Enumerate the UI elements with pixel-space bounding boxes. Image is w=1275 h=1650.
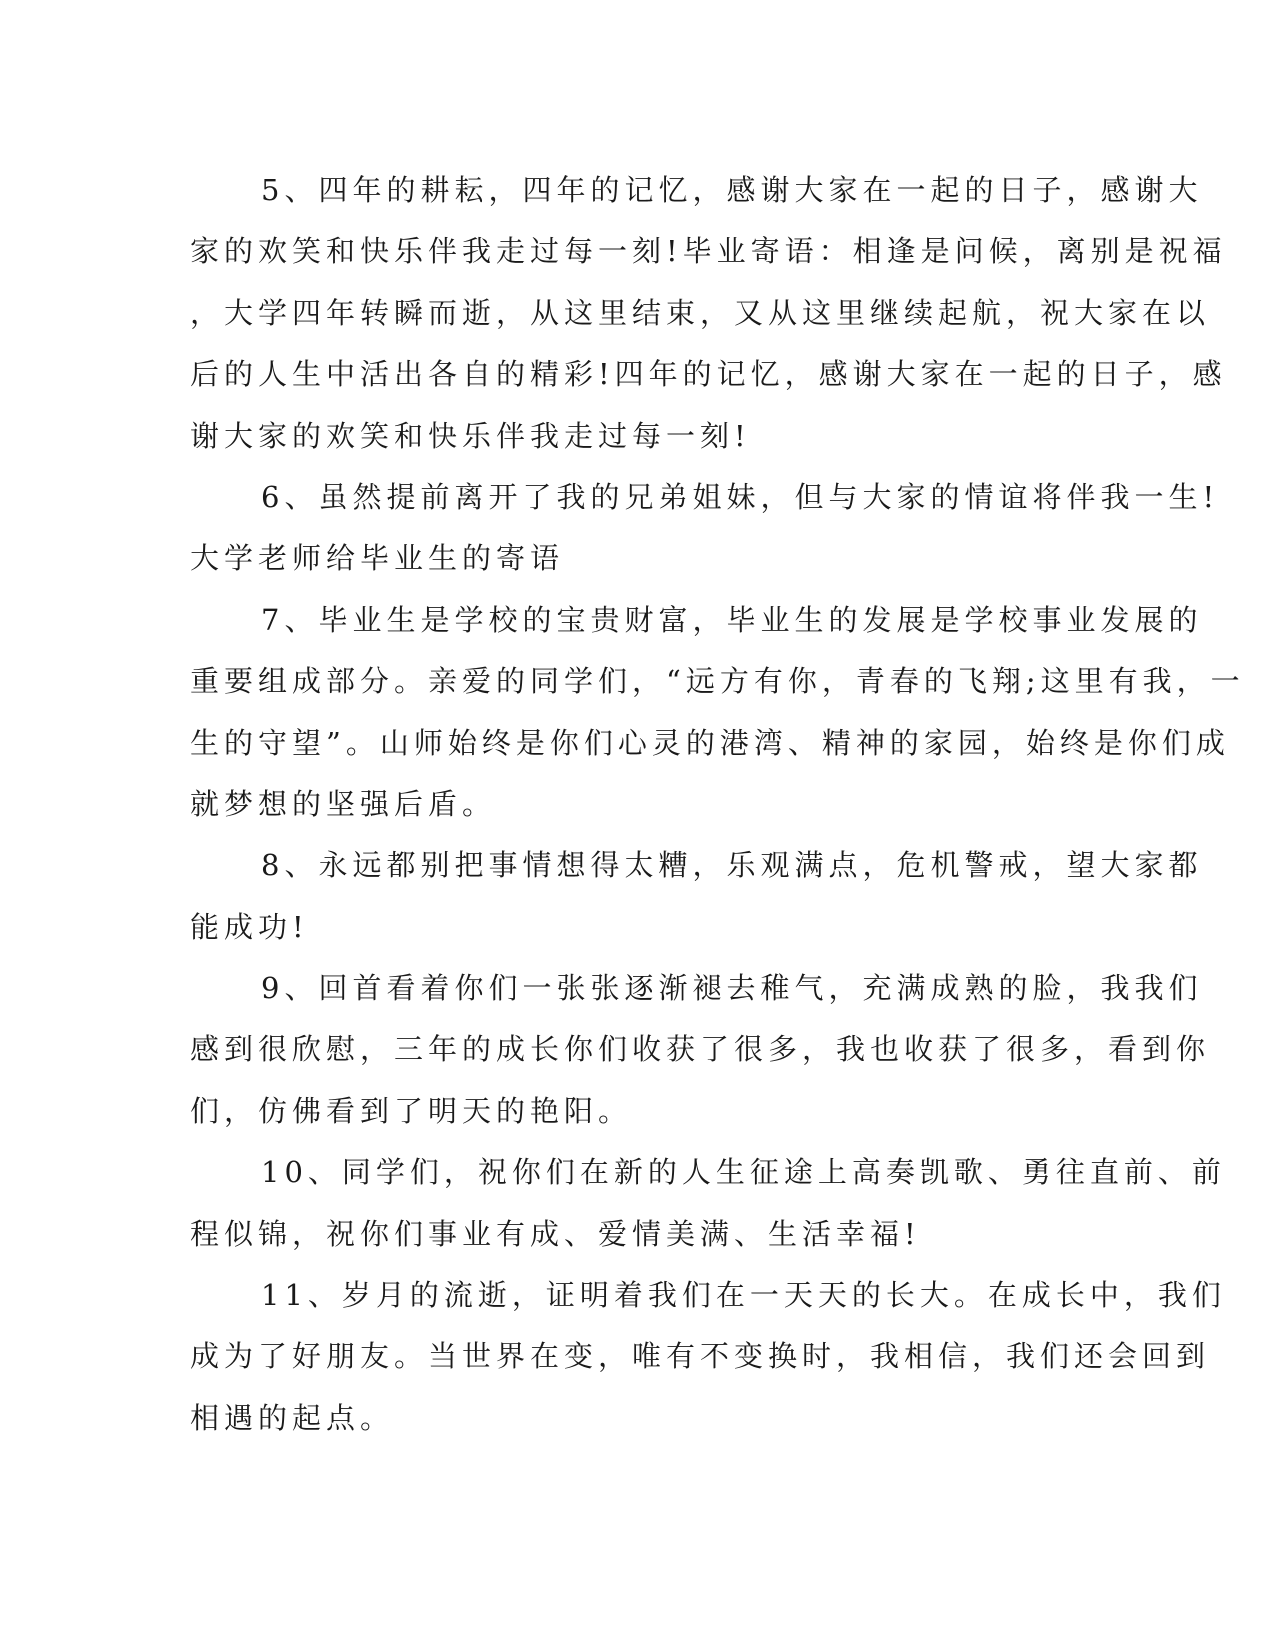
paragraph-10-line-1: 10、同学们，祝你们在新的人生征途上高奏凯歌、勇往直前、前 bbox=[261, 1155, 1226, 1190]
section-heading: 大学老师给毕业生的寄语 bbox=[190, 541, 565, 576]
paragraph-7-line-1: 7、毕业生是学校的宝贵财富，毕业生的发展是学校事业发展的 bbox=[261, 602, 1203, 637]
paragraph-9-line-2: 感到很欣慰，三年的成长你们收获了很多，我也收获了很多，看到你 bbox=[190, 1032, 1211, 1067]
paragraph-5-line-4: 后的人生中活出各自的精彩!四年的记忆，感谢大家在一起的日子，感 bbox=[190, 357, 1227, 392]
paragraph-11-line-3: 相遇的起点。 bbox=[190, 1400, 395, 1435]
paragraph-8-line-2: 能成功! bbox=[190, 909, 309, 944]
paragraph-6-line-1: 6、虽然提前离开了我的兄弟姐妹，但与大家的情谊将伴我一生! bbox=[261, 479, 1220, 514]
paragraph-9-line-1: 9、回首看着你们一张张逐渐褪去稚气，充满成熟的脸，我我们 bbox=[261, 971, 1203, 1006]
paragraph-8-line-1: 8、永远都别把事情想得太糟，乐观满点，危机警戒，望大家都 bbox=[261, 848, 1203, 883]
paragraph-5-line-3: ，大学四年转瞬而逝，从这里结束，又从这里继续起航，祝大家在以 bbox=[190, 295, 1211, 330]
paragraph-11-line-1: 11、岁月的流逝，证明着我们在一天天的长大。在成长中，我们 bbox=[261, 1278, 1226, 1313]
paragraph-9-line-3: 们，仿佛看到了明天的艳阳。 bbox=[190, 1093, 633, 1128]
paragraph-7-line-2: 重要组成部分。亲爱的同学们，“远方有你，青春的飞翔;这里有我，一 bbox=[190, 664, 1245, 699]
paragraph-5-line-2: 家的欢笑和快乐伴我走过每一刻!毕业寄语：相逢是问候，离别是祝福 bbox=[190, 234, 1227, 269]
paragraph-11-line-2: 成为了好朋友。当世界在变，唯有不变换时，我相信，我们还会回到 bbox=[190, 1339, 1211, 1374]
document-body bbox=[190, 160, 1245, 1449]
paragraph-10-line-2: 程似锦，祝你们事业有成、爱情美满、生活幸福! bbox=[190, 1216, 921, 1251]
paragraph-7-line-3: 生的守望”。山师始终是你们心灵的港湾、精神的家园，始终是你们成 bbox=[190, 725, 1230, 760]
paragraph-5-line-5: 谢大家的欢笑和快乐伴我走过每一刻! bbox=[190, 418, 751, 453]
paragraph-7-line-4: 就梦想的坚强后盾。 bbox=[190, 786, 497, 821]
paragraph-5-line-1: 5、四年的耕耘，四年的记忆，感谢大家在一起的日子，感谢大 bbox=[261, 173, 1203, 207]
